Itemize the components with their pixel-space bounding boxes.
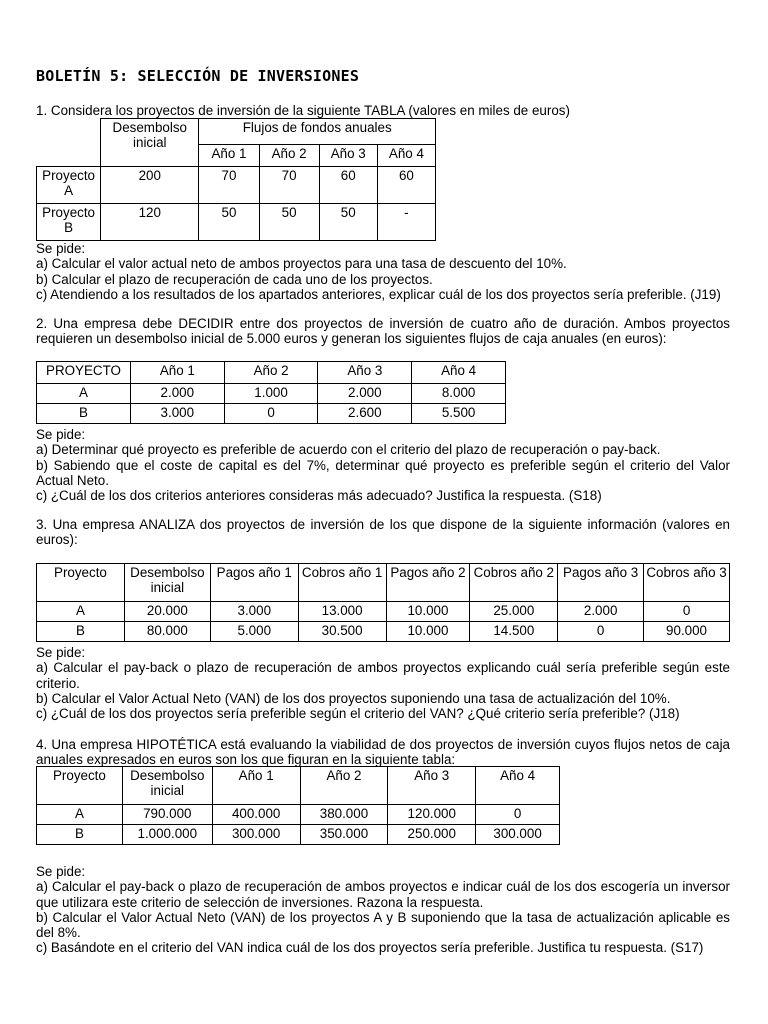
question-2-statement: 2. Una empresa debe DECIDIR entre dos proyectos de inversión de cuatro año de duración. Ambos proyectos requieren un desembolso inicial de 5.000 euros y generan los siguientes flujos de caja anuales (en euros): [36,316,730,347]
table-header: Pagos año 1 [210,564,298,602]
table-cell: 50 [319,204,377,241]
table-row [37,384,506,404]
task-item: c) Basándote en el criterio del VAN indica cuál de los dos proyectos sería preferible. Justifica tu respuesta. (S17) [36,940,704,956]
table-header: Año 1 [130,362,224,384]
table-cell: A [37,384,131,404]
table-cell: 790.000 [122,805,212,825]
question-3-number: 3. [36,517,47,532]
table-row [37,564,730,602]
table-header: Año 1 [212,767,300,805]
task-item: b) Calcular el Valor Actual Neto (VAN) de los dos proyectos suponiendo una tasa de actualización del 10%. [36,690,671,706]
table-cell: A [37,805,123,825]
table-cell: 50 [199,204,259,241]
se-pide-label: Se pide: [36,645,86,660]
se-pide-label: Se pide: [36,864,86,879]
table-cell: 5.500 [412,404,506,424]
table-row [37,404,506,424]
table-cell-empty [37,119,101,167]
table-cell: 2.000 [130,384,224,404]
question-1-statement: 1. Considera los proyectos de inversión de la siguiente TABLA (valores en miles de euros) [36,103,730,118]
table-row [37,805,560,825]
task-item: b) Calcular el Valor Actual Neto (VAN) de los proyectos A y B suponiendo que la tasa de actualización aplicable es del 8%. [36,909,730,941]
table-cell: 13.000 [298,602,386,622]
question-3-table [36,563,730,642]
table-cell: 60 [319,167,377,204]
table-cell: 0 [644,602,730,622]
table-cell: B [37,825,123,845]
table-header: Flujos de fondos anuales [199,119,436,145]
table-cell: 200 [101,167,199,204]
table-cell: 70 [199,167,259,204]
table-cell: 60 [377,167,435,204]
table-header: Año 3 [388,767,476,805]
table-cell: Proyecto A [37,167,101,204]
question-4 [36,737,730,768]
table-row [37,825,560,845]
task-item: c) ¿Cuál de los dos criterios anteriores consideras más adecuado? Justifica la respuesta. (S18) [36,488,602,504]
table-header: Año 3 [318,362,412,384]
table-row [37,602,730,622]
question-2-number: 2. [36,316,47,331]
table-cell: 2.000 [318,384,412,404]
question-4-table [36,766,560,845]
table-header: Pagos año 3 [558,564,644,602]
table-header: Desembolso inicial [101,119,199,167]
table-cell: 0 [476,805,560,825]
question-3-statement: 3. Una empresa ANALIZA dos proyectos de inversión de los que dispone de la siguiente información (valores en euros): [36,517,730,548]
table-row [37,362,506,384]
table-cell: 380.000 [300,805,388,825]
table-header: Cobros año 1 [298,564,386,602]
table-cell: 20.000 [124,602,210,622]
task-item: c) ¿Cuál de los dos proyectos sería preferible según el criterio del VAN? ¿Qué criterio sería preferible? (J18) [36,706,680,722]
question-4-statement: 4. Una empresa HIPOTÉTICA está evaluando la viabilidad de dos proyectos de inversión cuyos flujos netos de caja anuales expresados en euros son los que figuran en la siguiente tabla: [36,737,730,768]
table-row [37,167,436,204]
task-item: a) Calcular el pay-back o plazo de recuperación de ambos proyectos e indicar cuál de los dos escogería un inversor que utilizara este criterio de selección de inversiones. Razona la respuesta. [36,879,730,910]
table-cell: 70 [259,167,319,204]
question-1-tasks [36,241,730,302]
table-header: Año 3 [319,145,377,167]
table-header: Desembolso inicial [124,564,210,602]
table-cell: 300.000 [476,825,560,845]
table-header: Año 1 [199,145,259,167]
table-header: Proyecto [37,767,123,805]
table-cell: 0 [558,622,644,642]
question-1-number: 1. [36,103,47,118]
table-header: Pagos año 2 [386,564,470,602]
table-header: Proyecto [37,564,125,602]
table-row [37,767,560,805]
se-pide-label: Se pide: [36,241,86,256]
question-3 [36,517,730,548]
table-cell: Proyecto B [37,204,101,241]
table-cell: 0 [224,404,318,424]
question-4-tasks [36,864,730,956]
table-cell: 120 [101,204,199,241]
se-pide-label: Se pide: [36,427,86,442]
table-cell: 3.000 [130,404,224,424]
table-cell: 120.000 [388,805,476,825]
question-4-number: 4. [36,737,48,752]
table-cell: 1.000.000 [122,825,212,845]
table-row [37,204,436,241]
table-cell: B [37,622,125,642]
table-header: Cobros año 3 [644,564,730,602]
question-1 [36,103,730,118]
table-header: Año 2 [224,362,318,384]
table-cell: 50 [259,204,319,241]
table-cell: A [37,602,125,622]
table-cell: 30.500 [298,622,386,642]
table-header: Cobros año 2 [470,564,558,602]
task-item: b) Calcular el plazo de recuperación de cada uno de los proyectos. [36,271,433,287]
table-cell: 3.000 [210,602,298,622]
table-header: Año 2 [259,145,319,167]
task-item: c) Atendiendo a los resultados de los apartados anteriores, explicar cuál de los dos proyectos sería preferible. (J19) [36,286,721,302]
table-cell: 250.000 [388,825,476,845]
table-cell: 10.000 [386,602,470,622]
table-header: PROYECTO [37,362,131,384]
task-item: a) Determinar qué proyecto es preferible de acuerdo con el criterio del plazo de recuperación o pay-back. [36,442,661,458]
table-cell: 2.000 [558,602,644,622]
table-cell: 2.600 [318,404,412,424]
table-cell: 350.000 [300,825,388,845]
table-cell: 25.000 [470,602,558,622]
question-3-tasks [36,645,730,721]
table-cell: 5.000 [210,622,298,642]
table-cell: 300.000 [212,825,300,845]
table-cell: 1.000 [224,384,318,404]
question-2-tasks [36,427,730,503]
question-1-table [36,118,436,241]
question-2-table [36,361,506,424]
table-header: Año 2 [300,767,388,805]
task-item: a) Calcular el valor actual neto de ambos proyectos para una tasa de descuento del 10%. [36,256,567,272]
task-item: a) Calcular el pay-back o plazo de recuperación de ambos proyectos explicando cuál sería preferible según este criterio. [36,660,730,691]
question-2 [36,316,730,347]
task-item: b) Sabiendo que el coste de capital es del 7%, determinar qué proyecto es preferible según el criterio del Valor Actual Neto. [36,457,730,488]
table-cell: B [37,404,131,424]
table-header: Año 4 [476,767,560,805]
table-cell: - [377,204,435,241]
table-header: Año 4 [412,362,506,384]
table-cell: 10.000 [386,622,470,642]
table-cell: 90.000 [644,622,730,642]
table-row [37,622,730,642]
table-cell: 400.000 [212,805,300,825]
table-cell: 80.000 [124,622,210,642]
table-cell: 14.500 [470,622,558,642]
page-title: BOLETÍN 5: SELECCIÓN DE INVERSIONES [36,67,360,85]
table-header: Año 4 [377,145,435,167]
table-cell: 8.000 [412,384,506,404]
table-header: Desembolso inicial [122,767,212,805]
